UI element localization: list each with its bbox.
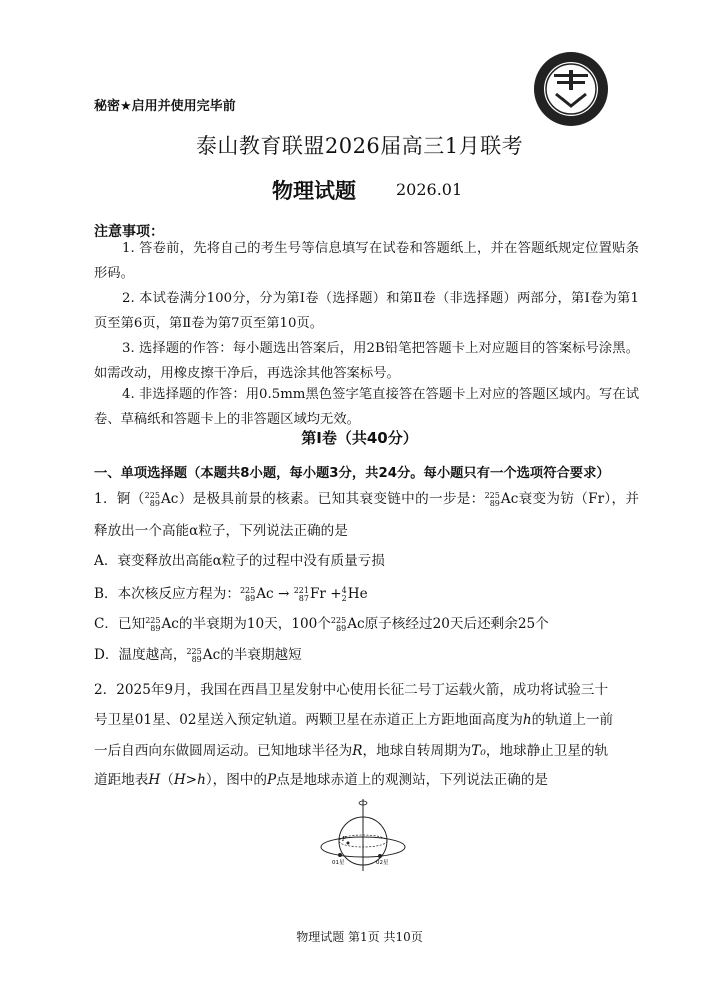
fig-label-01: 01星 — [332, 860, 345, 866]
q2-line-2: 号卫星01星、02星送入预定轨道。两颗卫星在赤道正上方距地面高度为h的轨道上一前 — [94, 712, 614, 728]
q2-line-4: 道距地表H（H>h），图中的P点是地球赤道上的观测站，下列说法正确的是 — [94, 772, 549, 788]
earth-orbit-figure — [318, 797, 408, 873]
notice-item-1: 1. 答卷前，先将自己的考生号等信息填写在试卷和答题纸上，并在答题纸规定位置贴条形码。 — [94, 241, 639, 281]
subject-title: 物理试题 — [272, 179, 356, 203]
q1-option-a: A．衰变释放出高能α粒子的过程中没有质量亏损 — [94, 553, 385, 569]
notice-heading: 注意事项： — [94, 224, 164, 240]
page-footer: 物理试题 第1页 共10页 — [296, 930, 423, 944]
exam-title: 泰山教育联盟2026届高三1月联考 — [195, 134, 524, 158]
q1-text-b: ）是极具前景的核素。已知其衰变链中的一步是： — [178, 491, 485, 507]
q1-isotope-ac: 225 89 — [144, 490, 160, 508]
notice-item-2: 2. 本试卷满分100分，分为第Ⅰ卷（选择题）和第Ⅱ卷（非选择题）两部分，第Ⅰ卷为第1页至第6页，第Ⅱ卷为第7页至第10页。 — [94, 291, 639, 331]
q1-option-d: D．温度越高， 225 89 Ac的半衰期越短 — [94, 646, 302, 664]
part-title: 一、单项选择题（本题共8小题，每小题3分，共24分。每小题只有一个选项符合要求） — [94, 466, 610, 481]
q1-text-a: 1．锕（ — [94, 491, 145, 507]
q2-line-3: 一后自西向东做圆周运动。已知地球半径为R，地球自转周期为T₀，地球静止卫星的轨 — [94, 743, 609, 759]
notice-item-3: 3. 选择题的作答：每小题选出答案后，用2B铅笔把答题卡上对应题目的答案标号涂黑。如需改动，用橡皮擦干净后，再选涂其他答案标号。 — [94, 341, 639, 381]
notice-item-4: 4. 非选择题的作答：用0.5mm黑色签字笔直接答在答题卡上对应的答题区域内。写在试卷、草稿纸和答题卡上的非答题区域均无效。 — [94, 387, 639, 427]
fig-label-02: 02星 — [376, 860, 389, 866]
section-title: 第Ⅰ卷（共40分） — [301, 429, 418, 447]
fig-label-p: P — [342, 836, 347, 843]
q2-line-1: 2．2025年9月，我国在西昌卫星发射中心使用长征二号丁运载火箭，成功将试验三十 — [94, 682, 609, 698]
q1-option-c: C．已知 225 89 Ac的半衰期为10天，100个 225 89 Ac原子核经过20天后还剩余25个 — [94, 615, 549, 633]
q1-option-b: B．本次核反应方程为： 225 89 Ac → 221 87 Fr + 4 2 He — [94, 585, 368, 603]
q1-text-c: 衰变为钫（Fr），并释放出一个高能α粒子，下列说法正确的是 — [94, 491, 639, 539]
exam-date: 2026.01 — [396, 180, 463, 199]
school-seal-logo — [532, 50, 610, 128]
secret-label: 秘密★启用并使用完毕前 — [94, 99, 236, 114]
question-1: 1．锕（ 225 89 Ac）是极具前景的核素。已知其衰变链中的一步是： 225 89 Ac衰变为钫（Fr），并释放出一个高能α粒子，下列说法正确的是 — [94, 490, 639, 539]
